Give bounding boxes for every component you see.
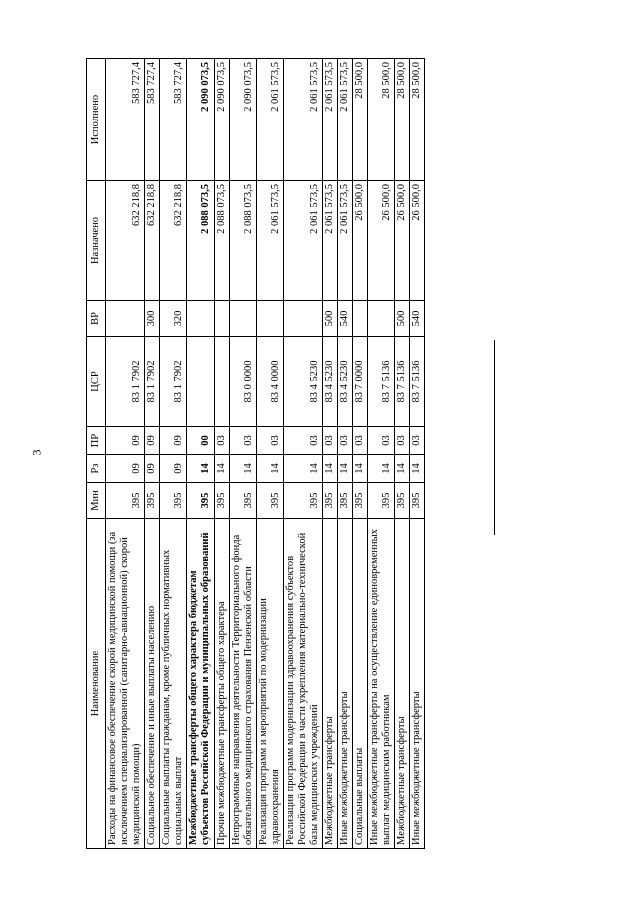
cell-rz: 14 [229, 455, 256, 483]
table-row [256, 59, 283, 849]
cell-csr: 83 0 0000 [229, 337, 256, 427]
header-rz: Рз [87, 455, 106, 483]
cell-executed: 2 061 573,5 [338, 59, 353, 181]
cell-executed: 583 727,4 [160, 59, 187, 181]
cell-pr: 03 [353, 427, 368, 455]
cell-csr: 83 1 7902 [145, 337, 160, 427]
cell-pr: 00 [187, 427, 214, 455]
cell-executed: 2 090 073,5 [214, 59, 229, 181]
cell-vr [187, 301, 214, 337]
cell-min: 395 [214, 483, 229, 519]
cell-executed: 2 090 073,5 [187, 59, 214, 181]
cell-vr: 540 [410, 301, 425, 337]
cell-pr: 03 [256, 427, 283, 455]
cell-name: Расходы на финансовое обеспечение скорой медицинской помощи (за исключением специализированной (санитарно-авиационной) скорой медицинской помощи) [106, 519, 145, 849]
table-row [229, 59, 256, 849]
cell-vr [256, 301, 283, 337]
cell-csr: 83 4 5230 [323, 337, 338, 427]
cell-min: 395 [160, 483, 187, 519]
cell-min: 395 [323, 483, 338, 519]
cell-min: 395 [283, 483, 322, 519]
table-row [106, 59, 145, 849]
cell-name: Иные межбюджетные трансферты на осуществление единовременных выплат медицинским работникам [368, 519, 395, 849]
cell-vr [106, 301, 145, 337]
cell-vr [368, 301, 395, 337]
cell-min: 395 [353, 483, 368, 519]
cell-rz: 14 [214, 455, 229, 483]
cell-assigned: 2 061 573,5 [323, 181, 338, 301]
table-row [323, 59, 338, 849]
rotated-table-container [86, 59, 474, 849]
cell-executed: 583 727,4 [145, 59, 160, 181]
cell-pr: 03 [395, 427, 410, 455]
cell-csr [214, 337, 229, 427]
cell-vr: 540 [338, 301, 353, 337]
cell-rz: 14 [187, 455, 214, 483]
table-row [338, 59, 353, 849]
cell-min: 395 [338, 483, 353, 519]
table-row [160, 59, 187, 849]
cell-csr: 83 7 0000 [353, 337, 368, 427]
budget-table [86, 58, 425, 849]
cell-csr: 83 4 0000 [256, 337, 283, 427]
table-row [145, 59, 160, 849]
cell-assigned: 26 500,0 [395, 181, 410, 301]
cell-assigned: 2 061 573,5 [338, 181, 353, 301]
cell-csr: 83 1 7902 [106, 337, 145, 427]
cell-name: Межбюджетные трансферты [395, 519, 410, 849]
cell-rz: 09 [145, 455, 160, 483]
cell-assigned: 2 061 573,5 [256, 181, 283, 301]
cell-assigned: 632 218,8 [106, 181, 145, 301]
cell-rz: 14 [283, 455, 322, 483]
page-number: 3 [29, 449, 44, 456]
cell-name: Иные межбюджетные трансферты [338, 519, 353, 849]
cell-vr: 300 [145, 301, 160, 337]
cell-name: Социальное обеспечение и иные выплаты населению [145, 519, 160, 849]
cell-pr: 09 [145, 427, 160, 455]
cell-csr: 83 1 7902 [160, 337, 187, 427]
table-row [395, 59, 410, 849]
header-name: Наименование [87, 519, 106, 849]
cell-rz: 09 [106, 455, 145, 483]
table-row [283, 59, 322, 849]
cell-name: Межбюджетные трансферты общего характера бюджетам субъектов Российской Федерации и муниципальных образований [187, 519, 214, 849]
cell-vr [353, 301, 368, 337]
cell-rz: 14 [338, 455, 353, 483]
header-min: Мин [87, 483, 106, 519]
cell-rz: 14 [353, 455, 368, 483]
cell-assigned: 2 088 073,5 [214, 181, 229, 301]
cell-assigned: 2 088 073,5 [229, 181, 256, 301]
cell-assigned: 632 218,8 [145, 181, 160, 301]
cell-executed: 2 090 073,5 [229, 59, 256, 181]
cell-name: Прочие межбюджетные трансферты общего характера [214, 519, 229, 849]
header-vr: ВР [87, 301, 106, 337]
table-body [106, 59, 425, 849]
cell-min: 395 [395, 483, 410, 519]
table-row [187, 59, 214, 849]
cell-rz: 14 [323, 455, 338, 483]
cell-name: Иные межбюджетные трансферты [410, 519, 425, 849]
cell-vr [229, 301, 256, 337]
cell-pr: 03 [283, 427, 322, 455]
cell-rz: 14 [410, 455, 425, 483]
cell-pr: 09 [160, 427, 187, 455]
cell-vr [283, 301, 322, 337]
cell-pr: 03 [368, 427, 395, 455]
header-pr: ПР [87, 427, 106, 455]
cell-assigned: 632 218,8 [160, 181, 187, 301]
table-header-row [87, 59, 106, 849]
cell-executed: 28 500,0 [410, 59, 425, 181]
cell-vr: 500 [395, 301, 410, 337]
cell-name: Социальные выплаты [353, 519, 368, 849]
table-row [368, 59, 395, 849]
cell-vr: 500 [323, 301, 338, 337]
cell-assigned: 26 500,0 [353, 181, 368, 301]
cell-executed: 28 500,0 [353, 59, 368, 181]
table-row [353, 59, 368, 849]
header-csr: ЦСР [87, 337, 106, 427]
cell-csr: 83 7 5136 [410, 337, 425, 427]
cell-csr: 83 7 5136 [395, 337, 410, 427]
cell-name: Реализация программ модернизации здравоохранения субъектов Российской Федерации в части укрепления материально-технической базы медицинских учреждений [283, 519, 322, 849]
cell-name: Социальные выплаты гражданам, кроме публичных нормативных социальных выплат [160, 519, 187, 849]
cell-csr: 83 4 5230 [283, 337, 322, 427]
cell-csr [187, 337, 214, 427]
cell-name: Реализация программ и мероприятий по модернизации здравоохранения [256, 519, 283, 849]
cell-rz: 14 [395, 455, 410, 483]
cell-pr: 03 [323, 427, 338, 455]
cell-min: 395 [106, 483, 145, 519]
cell-csr: 83 4 5230 [338, 337, 353, 427]
cell-name: Непрограммные направления деятельности Территориального фонда обязательного медицинского страхования Пензенской области [229, 519, 256, 849]
header-executed: Исполнено [87, 59, 106, 181]
table-row [410, 59, 425, 849]
cell-assigned: 26 500,0 [410, 181, 425, 301]
cell-executed: 2 061 573,5 [323, 59, 338, 181]
cell-min: 395 [256, 483, 283, 519]
cell-executed: 28 500,0 [368, 59, 395, 181]
cell-csr: 83 7 5136 [368, 337, 395, 427]
cell-pr: 03 [214, 427, 229, 455]
table-row [214, 59, 229, 849]
footnote-divider [494, 340, 495, 535]
cell-executed: 2 061 573,5 [256, 59, 283, 181]
cell-rz: 09 [160, 455, 187, 483]
cell-name: Межбюджетные трансферты [323, 519, 338, 849]
cell-rz: 14 [256, 455, 283, 483]
cell-min: 395 [368, 483, 395, 519]
cell-executed: 28 500,0 [395, 59, 410, 181]
cell-assigned: 2 061 573,5 [283, 181, 322, 301]
cell-assigned: 2 088 073,5 [187, 181, 214, 301]
cell-min: 395 [187, 483, 214, 519]
cell-executed: 2 061 573,5 [283, 59, 322, 181]
cell-min: 395 [229, 483, 256, 519]
cell-min: 395 [410, 483, 425, 519]
cell-rz: 14 [368, 455, 395, 483]
cell-pr: 09 [106, 427, 145, 455]
cell-assigned: 26 500,0 [368, 181, 395, 301]
cell-pr: 03 [338, 427, 353, 455]
cell-vr [214, 301, 229, 337]
cell-pr: 03 [229, 427, 256, 455]
header-assigned: Назначено [87, 181, 106, 301]
cell-min: 395 [145, 483, 160, 519]
rotated-table [86, 59, 474, 849]
cell-executed: 583 727,4 [106, 59, 145, 181]
cell-pr: 03 [410, 427, 425, 455]
cell-vr: 320 [160, 301, 187, 337]
